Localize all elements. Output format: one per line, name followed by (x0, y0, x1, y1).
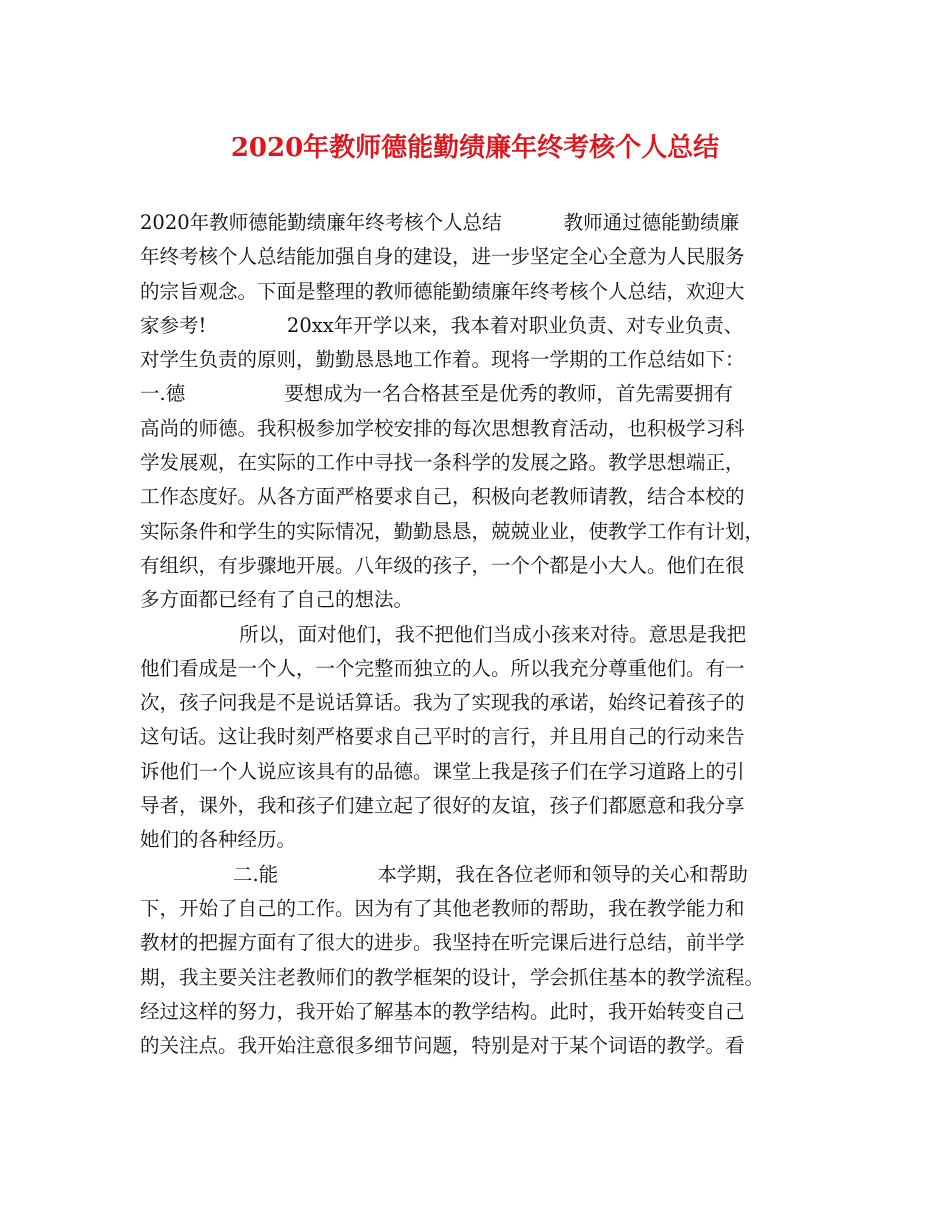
document-body (140, 206, 820, 1063)
body-line: 2020年教师德能勤绩廉年终考核个人总结 教师通过德能勤绩廉 (140, 211, 740, 234)
body-line: 诉他们一个人说应该具有的品德。课堂上我是孩子们在学习道路上的引 (140, 759, 745, 783)
body-line: 教材的把握方面有了很大的进步。我坚持在听完课后进行总结，前半学 (140, 931, 745, 955)
body-line: 期，我主要关注老教师们的教学框架的设计，学会抓住基本的教学流程。 (140, 965, 765, 989)
body-line: 多方面都已经有了自己的想法。 (140, 588, 414, 612)
body-line: 下，开始了自己的工作。因为有了其他老教师的帮助，我在教学能力和 (140, 896, 745, 920)
body-line: 二.能 本学期，我在各位老师和领导的关心和帮助 (140, 862, 748, 886)
body-line: 有组织，有步骤地开展。八年级的孩子，一个个都是小大人。他们在很 (140, 553, 745, 577)
body-line: 实际条件和学生的实际情况，勤勤恳恳，兢兢业业，使教学工作有计划， (140, 519, 765, 543)
body-line: 她们的各种经历。 (140, 828, 297, 852)
body-line: 所以，面对他们，我不把他们当成小孩来对待。意思是我把 (140, 622, 747, 646)
body-line: 高尚的师德。我积极参加学校安排的每次思想教育活动，也积极学习科 (140, 416, 745, 440)
body-line: 工作态度好。从各方面严格要求自己，积极向老教师请教，结合本校的 (140, 485, 745, 509)
body-line: 一.德 要想成为一名合格甚至是优秀的教师，首先需要拥有 (140, 382, 733, 406)
body-line: 对学生负责的原则，勤勤恳恳地工作着。现将一学期的工作总结如下： (140, 348, 745, 372)
body-line: 他们看成是一个人，一个完整而独立的人。所以我充分尊重他们。有一 (140, 656, 745, 680)
body-line: 次，孩子问我是不是说话算话。我为了实现我的承诺，始终记着孩子的 (140, 691, 745, 715)
body-line: 的关注点。我开始注意很多细节问题，特别是对于某个词语的教学。看 (140, 1034, 745, 1058)
body-line: 导者，课外，我和孩子们建立起了很好的友谊，孩子们都愿意和我分享 (140, 794, 745, 818)
body-line: 这句话。这让我时刻严格要求自己平时的言行，并且用自己的行动来告 (140, 725, 745, 749)
body-line: 家参考! 20xx年开学以来，我本着对职业负责、对专业负责、 (140, 313, 744, 337)
body-line: 年终考核个人总结能加强自身的建设，进一步坚定全心全意为人民服务 (140, 245, 745, 269)
body-line: 学发展观，在实际的工作中寻找一条科学的发展之路。教学思想端正， (140, 451, 745, 475)
body-line: 的宗旨观念。下面是整理的教师德能勤绩廉年终考核个人总结，欢迎大 (140, 279, 745, 303)
body-line: 经过这样的努力，我开始了解基本的教学结构。此时，我开始转变自己 (140, 999, 745, 1023)
document-title: 2020年教师德能勤绩廉年终考核个人总结 (230, 133, 720, 163)
